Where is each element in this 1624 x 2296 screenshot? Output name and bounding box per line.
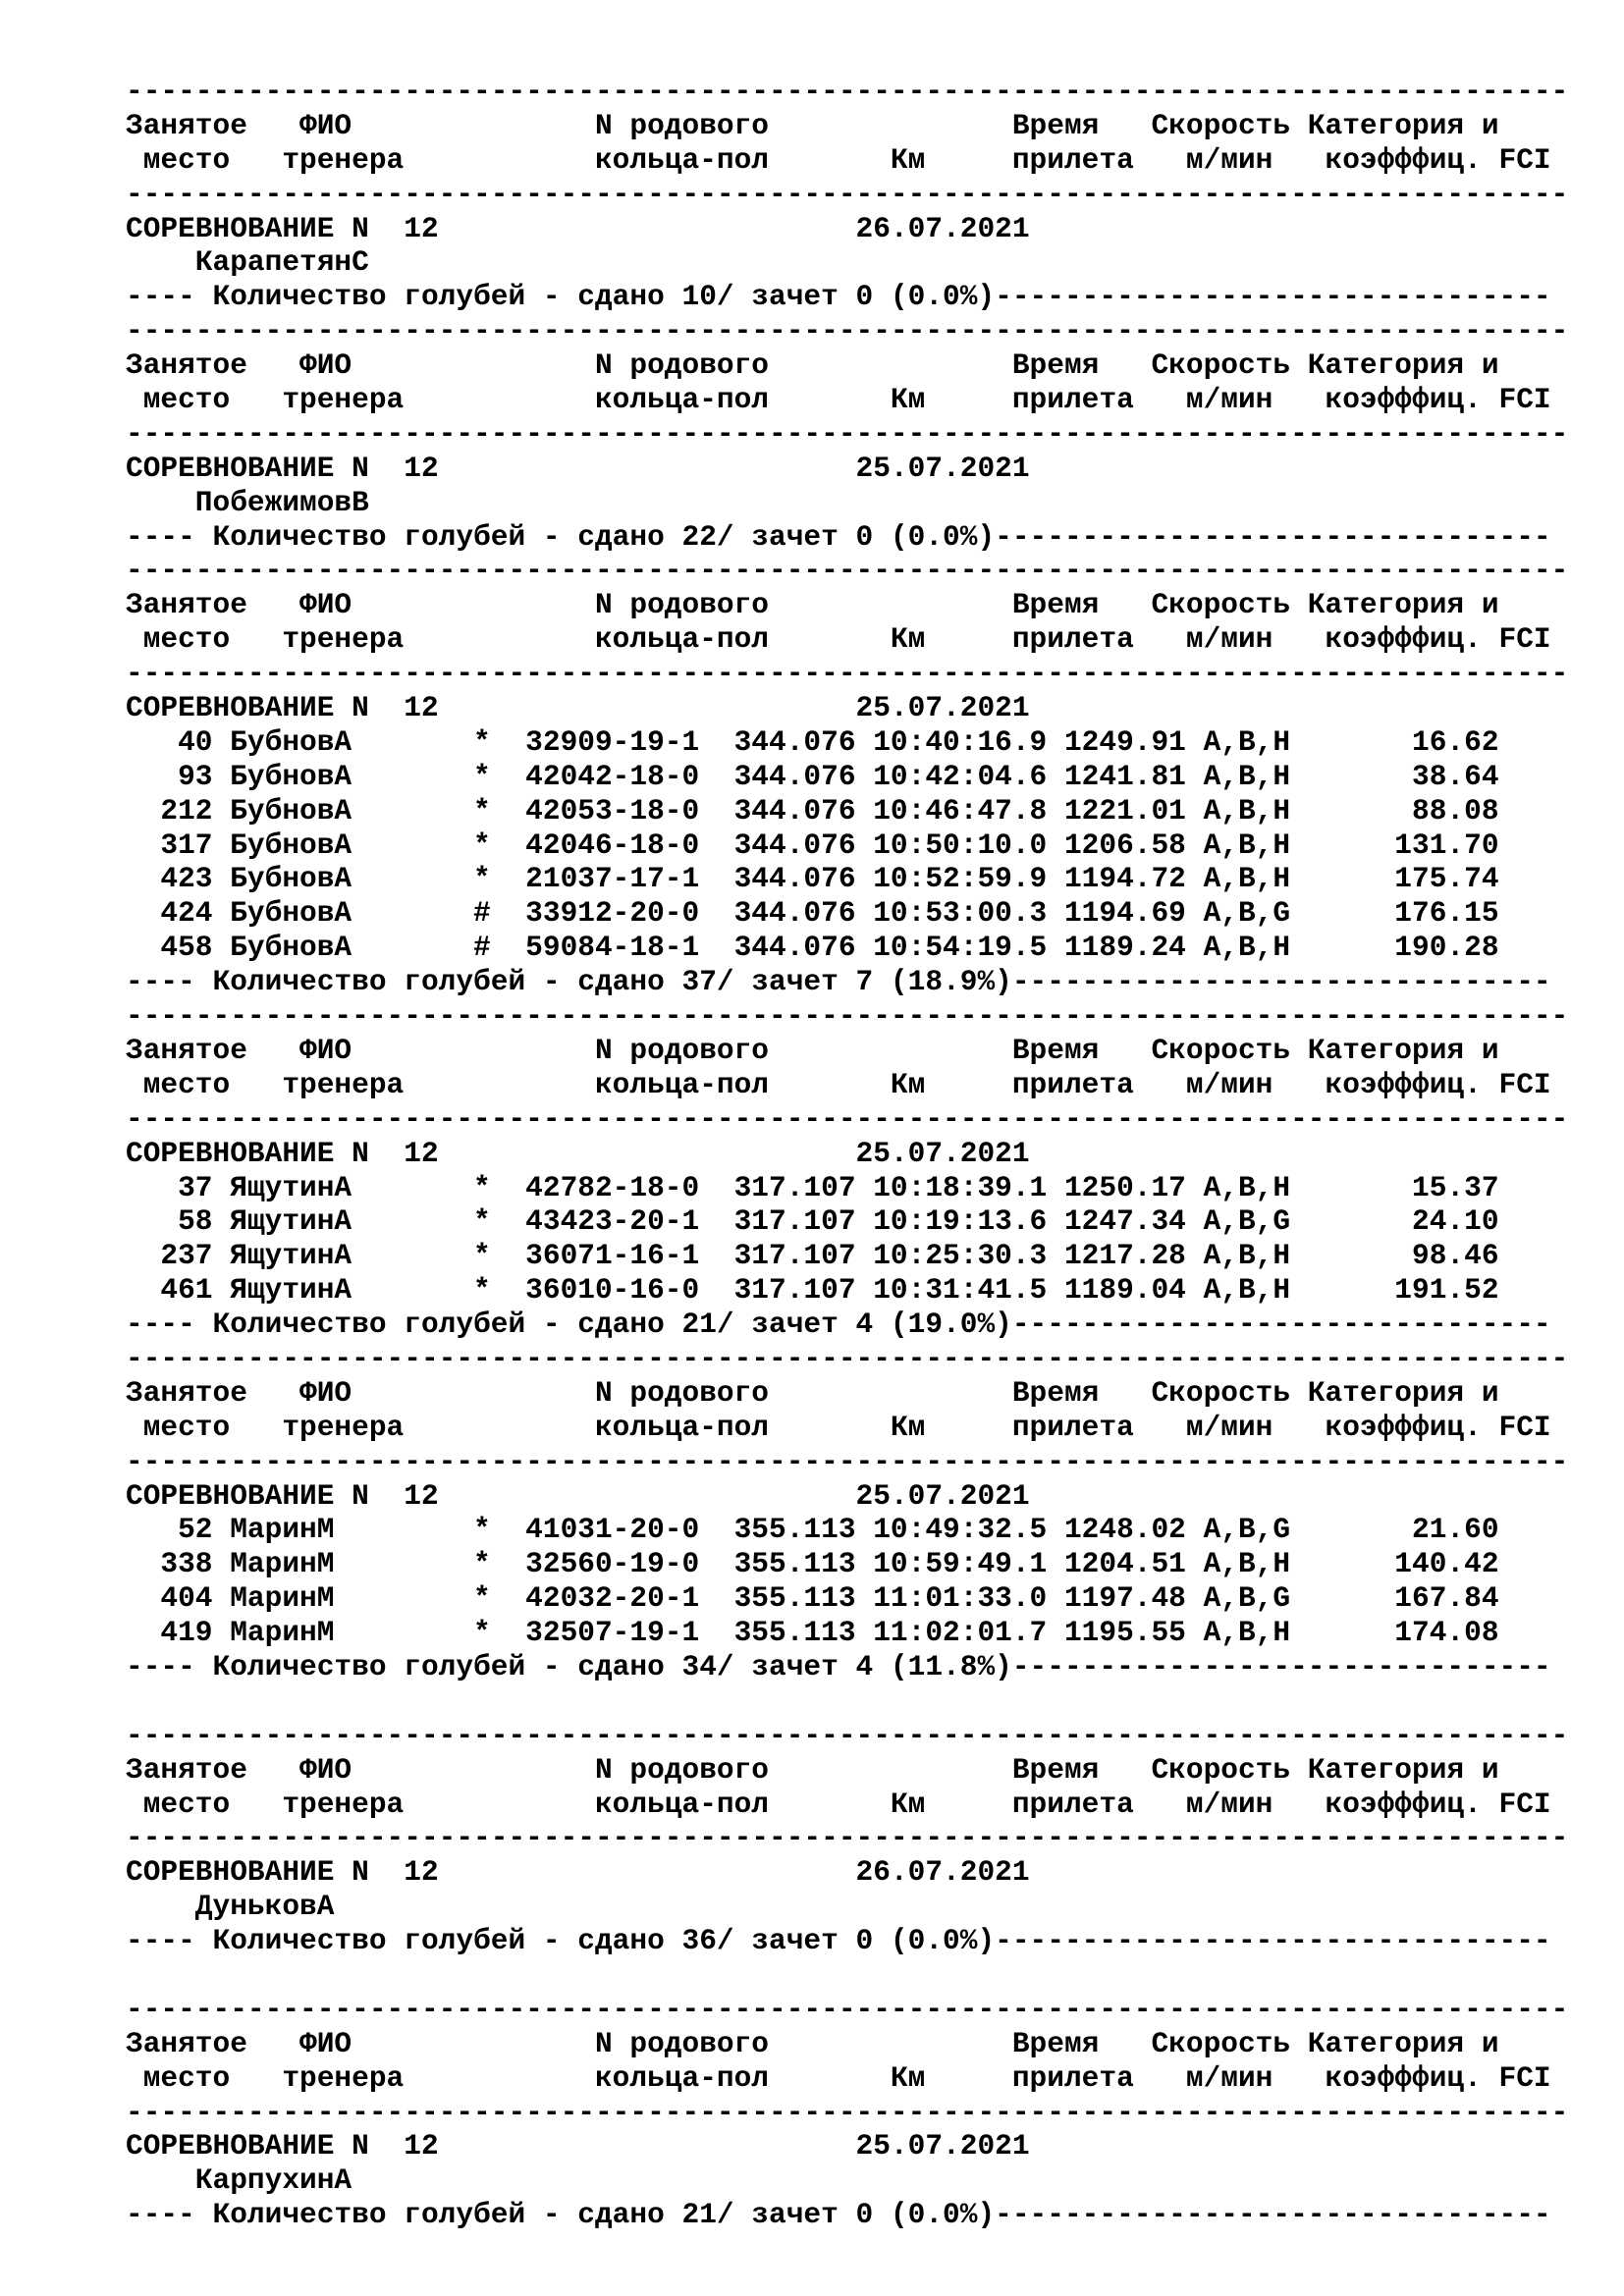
column-header-line-1: Занятое ФИО N родового Время Скорость Категория и: [126, 1033, 1499, 1067]
result-row: 237 ЯщутинА * 36071-16-1 317.107 10:25:30.3 1217.28 A,B,H 98.46: [126, 1239, 1499, 1273]
blank-line: [126, 1958, 1568, 1993]
results-report: [126, 75, 1568, 2232]
result-row: 93 БубновА * 42042-18-0 344.076 10:42:04.6 1241.81 A,B,H 38.64: [126, 759, 1499, 793]
column-header-line-2: место тренера кольца-пол Км прилета м/мин коэфффиц. FCI: [126, 622, 1551, 657]
result-row: 37 ЯщутинА * 42782-18-0 317.107 10:18:39.1 1250.17 A,B,H 15.37: [126, 1170, 1499, 1204]
summary-line: ---- Количество голубей - сдано 37/ зачет 7 (18.9%)-------------------------------: [126, 965, 1551, 999]
separator-line: -----------------------------------------------------------------------------------: [126, 177, 1569, 211]
result-row: 58 ЯщутинА * 43423-20-1 317.107 10:19:13.6 1247.34 A,B,G 24.10: [126, 1204, 1499, 1239]
result-row: 338 МаринМ * 32560-19-0 355.113 10:59:49.1 1204.51 A,B,H 140.42: [126, 1547, 1499, 1581]
separator-line: -----------------------------------------------------------------------------------: [126, 999, 1569, 1034]
separator-line: -----------------------------------------------------------------------------------: [126, 1718, 1569, 1752]
trainer-name: КарапетянС: [126, 245, 369, 280]
competition-line: СОРЕВНОВАНИЕ N 12 25.07.2021: [126, 451, 1030, 485]
column-header-line-1: Занятое ФИО N родового Время Скорость Категория и: [126, 1752, 1499, 1787]
column-header-line-1: Занятое ФИО N родового Время Скорость Категория и: [126, 108, 1499, 142]
separator-line: -----------------------------------------------------------------------------------: [126, 314, 1569, 348]
result-row: 317 БубновА * 42046-18-0 344.076 10:50:10.0 1206.58 A,B,H 131.70: [126, 828, 1499, 862]
summary-line: ---- Количество голубей - сдано 34/ зачет 4 (11.8%)-------------------------------: [126, 1649, 1551, 1683]
separator-line: -----------------------------------------------------------------------------------: [126, 1821, 1569, 1855]
separator-line: -----------------------------------------------------------------------------------: [126, 1444, 1569, 1478]
trainer-name: КарпухинА: [126, 2163, 352, 2198]
result-row: 458 БубновА # 59084-18-1 344.076 10:54:19.5 1189.24 A,B,H 190.28: [126, 931, 1499, 965]
result-row: 212 БубновА * 42053-18-0 344.076 10:46:47.8 1221.01 A,B,H 88.08: [126, 793, 1499, 828]
result-row: 404 МаринМ * 42032-20-1 355.113 11:01:33.0 1197.48 A,B,G 167.84: [126, 1581, 1499, 1616]
result-row: 461 ЯщутинА * 36010-16-0 317.107 10:31:41.5 1189.04 A,B,H 191.52: [126, 1273, 1499, 1308]
separator-line: -----------------------------------------------------------------------------------: [126, 1992, 1569, 2026]
separator-line: -----------------------------------------------------------------------------------: [126, 1341, 1569, 1375]
trainer-name: ПобежимовВ: [126, 485, 369, 519]
column-header-line-2: место тренера кольца-пол Км прилета м/мин коэфффиц. FCI: [126, 142, 1551, 177]
column-header-line-2: место тренера кольца-пол Км прилета м/мин коэфффиц. FCI: [126, 2060, 1551, 2095]
column-header-line-2: место тренера кольца-пол Км прилета м/мин коэфффиц. FCI: [126, 383, 1551, 417]
separator-line: -----------------------------------------------------------------------------------: [126, 1101, 1569, 1136]
column-header-line-2: место тренера кольца-пол Км прилета м/мин коэфффиц. FCI: [126, 1067, 1551, 1101]
column-header-line-1: Занятое ФИО N родового Время Скорость Категория и: [126, 588, 1499, 622]
separator-line: -----------------------------------------------------------------------------------: [126, 416, 1569, 451]
blank-line: [126, 1684, 1568, 1719]
column-header-line-1: Занятое ФИО N родового Время Скорость Категория и: [126, 2026, 1499, 2060]
result-row: 423 БубновА * 21037-17-1 344.076 10:52:59.9 1194.72 A,B,H 175.74: [126, 862, 1499, 896]
result-row: 52 МаринМ * 41031-20-0 355.113 10:49:32.5 1248.02 A,B,G 21.60: [126, 1513, 1499, 1547]
competition-line: СОРЕВНОВАНИЕ N 12 25.07.2021: [126, 1136, 1030, 1170]
summary-line: ---- Количество голубей - сдано 21/ зачет 0 (0.0%)--------------------------------: [126, 2198, 1551, 2232]
competition-line: СОРЕВНОВАНИЕ N 12 26.07.2021: [126, 211, 1030, 245]
competition-line: СОРЕВНОВАНИЕ N 12 25.07.2021: [126, 2129, 1030, 2163]
summary-line: ---- Количество голубей - сдано 21/ зачет 4 (19.0%)-------------------------------: [126, 1308, 1551, 1342]
summary-line: ---- Количество голубей - сдано 10/ зачет 0 (0.0%)--------------------------------: [126, 280, 1551, 314]
column-header-line-2: место тренера кольца-пол Км прилета м/мин коэфффиц. FCI: [126, 1787, 1551, 1821]
separator-line: -----------------------------------------------------------------------------------: [126, 657, 1569, 691]
separator-line: -----------------------------------------------------------------------------------: [126, 554, 1569, 588]
column-header-line-2: место тренера кольца-пол Км прилета м/мин коэфффиц. FCI: [126, 1410, 1551, 1444]
column-header-line-1: Занятое ФИО N родового Время Скорость Категория и: [126, 348, 1499, 383]
summary-line: ---- Количество голубей - сдано 36/ зачет 0 (0.0%)--------------------------------: [126, 1924, 1551, 1958]
competition-line: СОРЕВНОВАНИЕ N 12 25.07.2021: [126, 691, 1030, 725]
summary-line: ---- Количество голубей - сдано 22/ зачет 0 (0.0%)--------------------------------: [126, 519, 1551, 554]
competition-line: СОРЕВНОВАНИЕ N 12 26.07.2021: [126, 1855, 1030, 1890]
result-row: 424 БубновА # 33912-20-0 344.076 10:53:00.3 1194.69 A,B,G 176.15: [126, 896, 1499, 931]
trainer-name: ДуньковА: [126, 1890, 335, 1924]
result-row: 419 МаринМ * 32507-19-1 355.113 11:02:01.7 1195.55 A,B,H 174.08: [126, 1616, 1499, 1650]
column-header-line-1: Занятое ФИО N родового Время Скорость Категория и: [126, 1375, 1499, 1410]
separator-line: -----------------------------------------------------------------------------------: [126, 75, 1569, 108]
result-row: 40 БубновА * 32909-19-1 344.076 10:40:16.9 1249.91 A,B,H 16.62: [126, 724, 1499, 759]
separator-line: -----------------------------------------------------------------------------------: [126, 2095, 1569, 2129]
competition-line: СОРЕВНОВАНИЕ N 12 25.07.2021: [126, 1478, 1030, 1513]
